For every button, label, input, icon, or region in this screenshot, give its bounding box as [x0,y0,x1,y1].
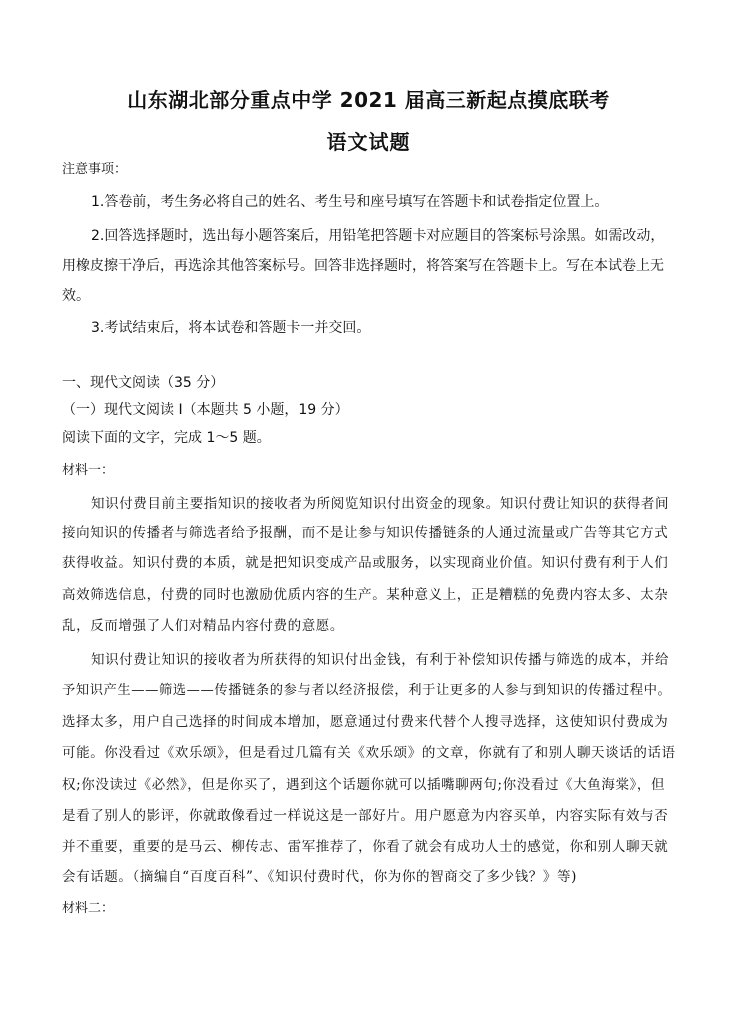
material1-p2-line: 知识付费让知识的接收者为所获得的知识付出金钱，有利于补偿知识传播与筛选的成本，并给 [91,652,670,668]
material1-p2-line: 权;你没读过《必然》，但是你买了，遇到这个话题你就可以插嘴聊两句;你没看过《大鱼海棠》，但 [62,777,666,793]
section-part1-heading: 一、现代文阅读（35 分） [62,375,225,391]
material1-p2-line: 会有话题。（摘编自“百度百科”、《知识付费时代，你为你的智商交了多少钱？》等) [62,869,577,885]
notice-item-1: 1.答卷前，考生务必将自己的姓名、考生号和座号填写在答题卡和试卷指定位置上。 [91,194,609,210]
notice-item-2-line-2: 用橡皮擦干净后，再选涂其他答案标号。回答非选择题时，将答案写在答题卡上。写在本试卷上无 [62,258,664,274]
material1-p1-line: 知识付费目前主要指知识的接收者为所阅览知识付出资金的现象。知识付费让知识的获得者间 [91,496,670,512]
material1-p1-line: 乱，反而增强了人们对精品内容付费的意愿。 [62,618,344,634]
material1-p2-line: 是看了别人的影评，你就敢像看过一样说这是一部好片。用户愿意为内容买单，内容实际有效与否 [62,808,669,824]
exam-subtitle: 语文试题 [326,130,411,154]
material1-label: 材料一： [62,463,115,478]
notice-item-2-line-1: 2.回答选择题时，选出每小题答案后，用铅笔把答题卡对应题目的答案标号涂黑。如需改动， [91,228,665,244]
section-sub1-heading: （一）现代文阅读 I（本题共 5 小题，19 分） [62,402,349,418]
material1-p1-line: 获得收益。知识付费的本质，就是把知识变成产品或服务，以实现商业价值。知识付费有利于人们 [62,555,669,571]
notice-item-3: 3.考试结束后，将本试卷和答题卡一并交回。 [91,320,371,336]
exam-title: 山东湖北部分重点中学 2021 届高三新起点摸底联考 [127,88,610,112]
material1-p2-line: 选择太多，用户自己选择的时间成本增加，愿意通过付费来代替个人搜寻选择，这使知识付费成为 [62,714,669,730]
reading-instruction: 阅读下面的文字，完成 1～5 题。 [62,430,271,446]
notice-item-2-line-3: 效。 [62,288,90,304]
material1-p1-line: 高效筛选信息，付费的同时也激励优质内容的生产。某种意义上，正是糟糕的免费内容太多、太杂 [62,587,669,603]
material1-p2-line: 并不重要，重要的是马云、柳传志、雷军推荐了，你看了就会有成功人士的感觉，你和别人聊天就 [62,839,669,855]
notice-heading: 注意事项： [62,162,128,177]
material1-p1-line: 接向知识的传播者与筛选者给予报酬，而不是让参与知识传播链条的人通过流量或广告等其它方式 [62,525,669,541]
material1-p2-line: 可能。你没看过《欢乐颂》，但是看过几篇有关《欢乐颂》的文章，你就有了和别人聊天谈话的话语 [62,745,676,761]
material1-p2-line: 予知识产生——筛选——传播链条的参与者以经济报偿，利于让更多的人参与到知识的传播过程中。 [62,683,672,698]
material2-label: 材料二： [62,901,115,916]
